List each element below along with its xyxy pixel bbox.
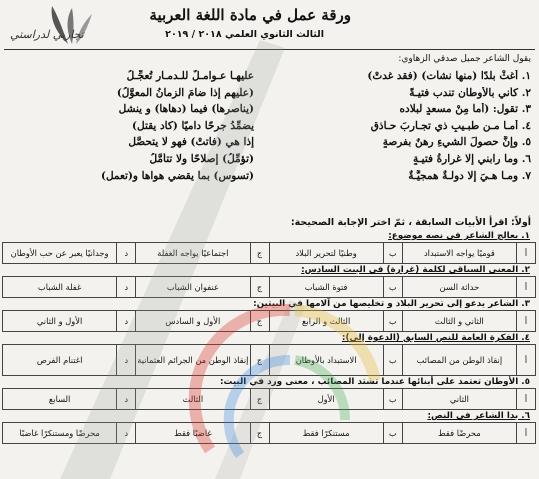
option-c[interactable]: الثالث bbox=[136, 389, 250, 410]
option-letter: د bbox=[117, 243, 136, 264]
option-letter: أ bbox=[517, 311, 536, 332]
option-d[interactable]: محرضًا ومستنكرًا غاضبًا bbox=[3, 423, 117, 444]
option-letter: د bbox=[117, 423, 136, 444]
option-letter: د bbox=[117, 311, 136, 332]
question-5-text: ٥. الأوطان تعتمد على أبنائها عندما تشتد المصائب ، معنى ورد في البيت: bbox=[219, 377, 530, 387]
option-a[interactable]: الثاني و الثالث bbox=[402, 311, 516, 332]
option-letter: ج bbox=[250, 345, 269, 376]
logo-text: تجاربي لدراستي bbox=[10, 28, 84, 41]
option-b[interactable]: مستنكرًا فقط bbox=[269, 423, 383, 444]
option-letter: د bbox=[117, 345, 136, 376]
option-letter: ب bbox=[383, 345, 402, 376]
option-letter: ج bbox=[250, 277, 269, 298]
header-divider bbox=[4, 49, 535, 50]
option-d[interactable]: الأول و الثاني bbox=[3, 311, 117, 332]
question-6-options bbox=[2, 422, 536, 444]
question-4-text: ٤. الفكرة العامة للنص السابق (الدعوة إلى): bbox=[341, 333, 530, 343]
option-letter: أ bbox=[517, 345, 536, 376]
question-1-text: ١. يعالج الشاعر في نصه موضوع: bbox=[388, 231, 530, 241]
option-c[interactable]: غاضبًا فقط bbox=[136, 423, 250, 444]
header bbox=[0, 0, 539, 52]
verse-second-hemistich: عليهـا عـوامـلٌ للـدمـار تُعجِّـلُ bbox=[126, 70, 254, 82]
option-letter: أ bbox=[517, 243, 536, 264]
page-subtitle: الثالث الثانوي العلمي ٢٠١٨ / ٢٠١٩ bbox=[165, 29, 324, 40]
verse-2 bbox=[4, 87, 531, 104]
verse-first-hemistich: ٧. ومـا هـيَ إلا دولـةٌ همجيَّـةٌ bbox=[408, 169, 531, 182]
question-5-options bbox=[2, 388, 536, 410]
option-letter: ج bbox=[250, 243, 269, 264]
question-2-text: ٢. المعنى السياقي لكلمة (غرارة) في البيت السادس: bbox=[301, 265, 530, 275]
verse-first-hemistich: ١. أغثْ بلدًا (منها نشأت) (فقد غدتْ) bbox=[367, 70, 531, 82]
intro-text: يقول الشاعر جميل صدقي الزهاوي: bbox=[398, 54, 531, 64]
verse-5 bbox=[4, 136, 531, 153]
option-d[interactable]: اغتنام الفرص bbox=[3, 345, 117, 376]
section-title: أولاً: اقرأ الأبيات السابقة ، ثمّ اختر الإجابة الصحيحة: bbox=[290, 217, 531, 228]
verse-first-hemistich: ٤. أمـا مـن طبـيبٍ ذي تجـاربَ حـاذقٍ bbox=[370, 119, 531, 132]
verse-4 bbox=[4, 120, 531, 137]
verse-3 bbox=[4, 103, 531, 120]
verse-second-hemistich: إذا هي (فاتتْ) فهو لا يتحصَّل bbox=[128, 136, 254, 149]
verse-first-hemistich: ٢. كأني بالأوطان تندب فتيـةً bbox=[409, 86, 531, 99]
page-title: ورقة عمل في مادة اللغة العربية bbox=[149, 6, 351, 24]
option-b[interactable]: الاستبداد بالأوطان bbox=[269, 345, 383, 376]
verse-first-hemistich: ٥. وإنَّ حصولَ الشيءِ رهنٌ بفرصةٍ bbox=[382, 136, 531, 149]
verse-6 bbox=[4, 153, 531, 170]
verse-first-hemistich: ٦. وما رابني إلا غرارةُ فتيـةٍ bbox=[412, 152, 531, 165]
option-letter: ب bbox=[383, 243, 402, 264]
poem bbox=[4, 70, 531, 186]
option-letter: ب bbox=[383, 389, 402, 410]
verse-second-hemistich: (تسوس) بما يقضي هواها و(تعمل) bbox=[100, 169, 254, 182]
option-a[interactable]: الثاني bbox=[402, 389, 516, 410]
option-c[interactable]: إنقاذ الوطن من الجرائم العثمانية bbox=[136, 345, 250, 376]
option-a[interactable]: قوميًا يواجه الاستبداد bbox=[402, 243, 516, 264]
option-c[interactable]: اجتماعيًا يواجه الغفلة bbox=[136, 243, 250, 264]
question-3-text: ٣. الشاعر يدعو إلى تحرير البلاد و تخليصها من آلامها في البيتين: bbox=[253, 299, 530, 309]
option-letter: ج bbox=[250, 311, 269, 332]
option-d[interactable]: غفلة الشباب bbox=[3, 277, 117, 298]
option-a[interactable]: محرضًا فقط bbox=[402, 423, 516, 444]
question-2-options bbox=[2, 276, 536, 298]
option-c[interactable]: عنفوان الشباب bbox=[136, 277, 250, 298]
question-4-options bbox=[2, 344, 536, 376]
question-3-options bbox=[2, 310, 536, 332]
option-letter: أ bbox=[517, 277, 536, 298]
option-d[interactable]: السابع bbox=[3, 389, 117, 410]
verse-second-hemistich: (تؤمِّلُ) إصلاحًا ولا تتأمَّلُ bbox=[149, 152, 254, 165]
option-b[interactable]: الثالث و الرابع bbox=[269, 311, 383, 332]
option-letter: د bbox=[117, 389, 136, 410]
option-a[interactable]: إنقاذ الوطن من المصائب bbox=[402, 345, 516, 376]
verse-second-hemistich: يضمِّدُ جرحًا داميًا (كاد يقتل) bbox=[132, 119, 254, 132]
quill-logo-icon bbox=[6, 4, 96, 48]
verse-second-hemistich: (عليهم إذا ضامَ الزمانُ المعوَّلُ) bbox=[116, 86, 254, 99]
option-b[interactable]: وطنيًا لتحرير البلاد bbox=[269, 243, 383, 264]
option-c[interactable]: الأول و السادس bbox=[136, 311, 250, 332]
option-letter: أ bbox=[517, 423, 536, 444]
verse-1 bbox=[4, 70, 531, 87]
option-b[interactable]: الأول bbox=[269, 389, 383, 410]
questions bbox=[2, 230, 536, 444]
option-b[interactable]: فتوة الشباب bbox=[269, 277, 383, 298]
option-a[interactable]: حداثة السن bbox=[402, 277, 516, 298]
option-letter: أ bbox=[517, 389, 536, 410]
question-6-text: ٦. بدا الشاعر في النص: bbox=[427, 411, 530, 421]
option-letter: ج bbox=[250, 389, 269, 410]
option-letter: ب bbox=[383, 423, 402, 444]
verse-7 bbox=[4, 170, 531, 187]
verse-first-hemistich: ٣. تقول: (أما مِنْ مسعدٍ لبلاده bbox=[399, 103, 531, 116]
verse-second-hemistich: (يناصرها) فيما (دهاها) و ينشل bbox=[118, 103, 254, 116]
option-letter: ج bbox=[250, 423, 269, 444]
option-d[interactable]: وجدانيًا يعبر عن حب الأوطان bbox=[3, 243, 117, 264]
option-letter: ب bbox=[383, 277, 402, 298]
option-letter: ب bbox=[383, 311, 402, 332]
question-1-options bbox=[2, 242, 536, 264]
option-letter: د bbox=[117, 277, 136, 298]
